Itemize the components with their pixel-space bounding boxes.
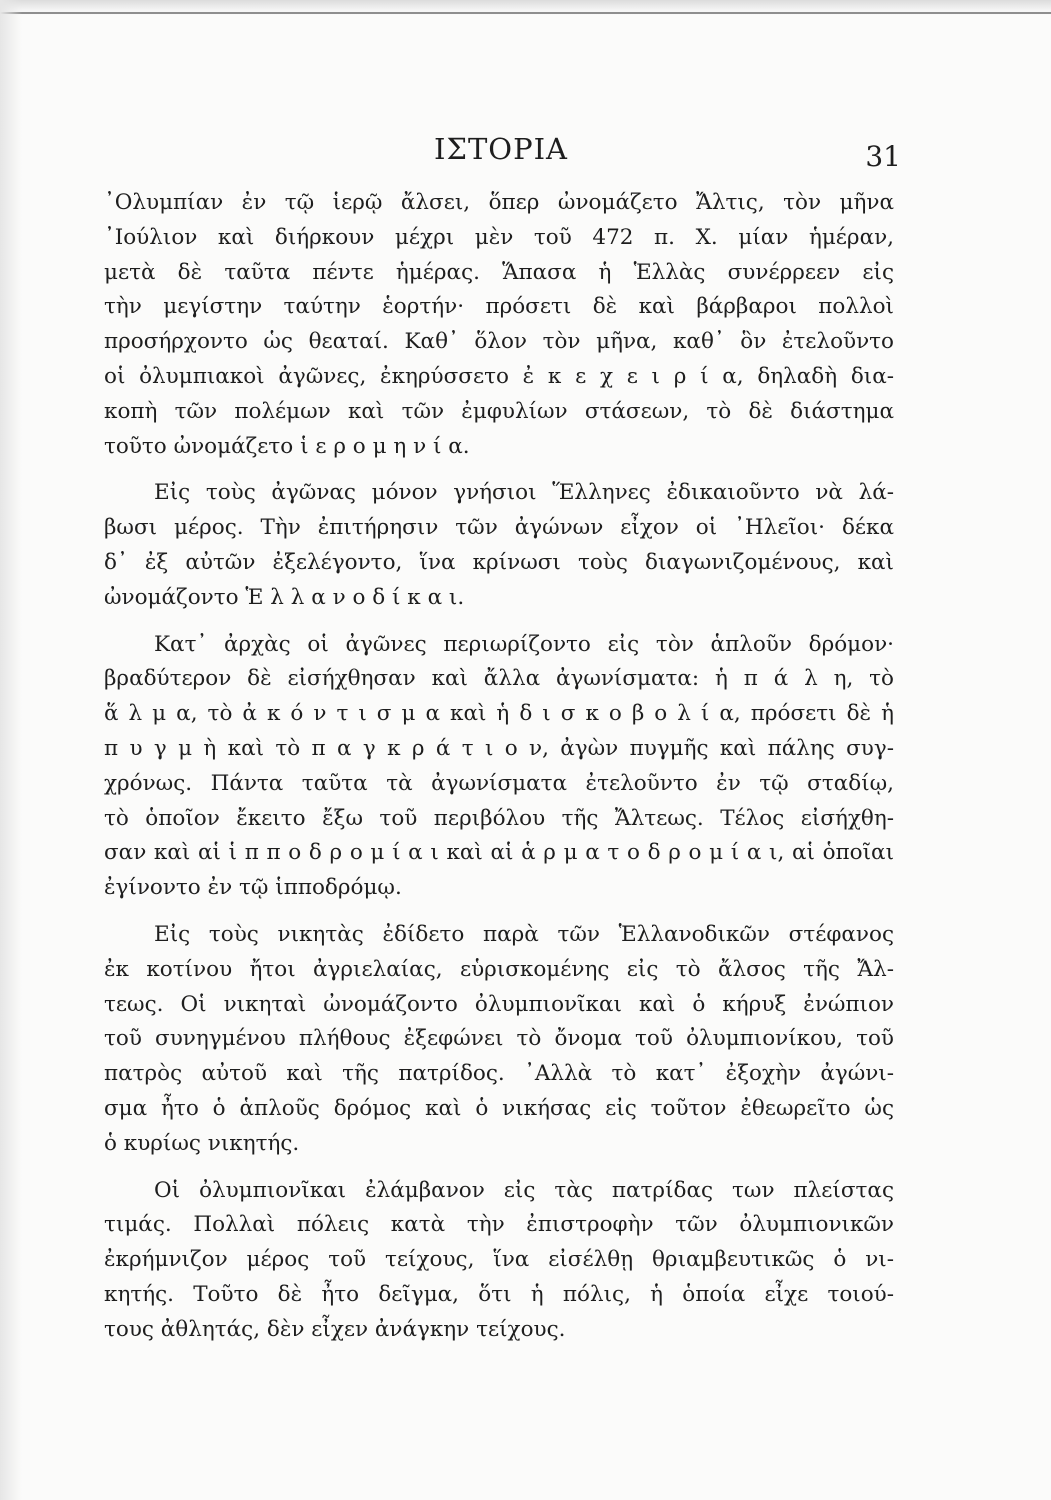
running-title: ΙΣΤΟΡΙΑ [434,132,568,166]
paragraph-gap [104,464,904,476]
text-line: τεως. Οἱ νικηταὶ ὠνομάζοντο ὀλυμπιονῖκαι καὶ ὁ κήρυξ ἐνώπιον [104,991,894,1017]
text-line: Οἱ ὀλυμπιονῖκαι ἐλάμβανον εἰς τὰς πατρίδας των πλείστας [154,1177,894,1203]
text-line: τους ἀθλητάς, δὲν εἶχεν ἀνάγκην τείχους. [104,1316,566,1342]
text-line: σμα ἦτο ὁ ἁπλοῦς δρόμος καὶ ὁ νικήσας εἰς τοῦτον ἐθεωρεῖτο ὡς [104,1095,894,1121]
text-line: τοῦτο ὠνομάζετο ἱ ε ρ ο μ η ν ί α. [104,433,470,459]
running-header [0,128,1051,178]
text-line: ἐγίνοντο ἐν τῷ ἱπποδρόμῳ. [104,875,402,901]
text-line: ἐκ κοτίνου ἤτοι ἀγριελαίας, εὑρισκομένης εἰς τὸ ἄλσος τῆς Ἄλ- [104,956,894,982]
text-line: Εἰς τοὺς νικητὰς ἐδίδετο παρὰ τῶν Ἑλλανοδικῶν στέφανος [154,921,894,947]
text-line: ᾿Ολυμπίαν ἐν τῷ ἱερῷ ἄλσει, ὅπερ ὠνομάζετο Ἄλτις, τὸν μῆνα [104,190,894,215]
paragraph [104,1174,904,1348]
paragraph [104,918,904,1162]
text-line: οἱ ὀλυμπιακοὶ ἀγῶνες, ἐκηρύσσετο ἐ κ ε χ ε ι ρ ί α, δηλαδὴ δια- [104,363,894,389]
text-line: Εἰς τοὺς ἀγῶνας μόνον γνήσιοι Ἕλληνες ἐδικαιοῦντο νὰ λά- [154,480,894,506]
paragraph-gap [104,906,904,918]
text-line: σαν καὶ αἱ ἱ π π ο δ ρ ο μ ί α ι καὶ αἱ ἁ ρ μ α τ ο δ ρ ο μ ί α ι, αἱ ὁποῖαι [104,840,894,866]
paragraph-gap [104,1162,904,1174]
page-binding-shadow [0,0,22,1500]
paragraph [104,186,904,464]
paragraph [104,628,904,906]
text-line: ὁ κυρίως νικητής. [104,1130,300,1156]
text-line: τὸ ὁποῖον ἔκειτο ἔξω τοῦ περιβόλου τῆς Ἄλτεως. Τέλος εἰσήχθη- [104,805,894,831]
text-line: βραδύτερον δὲ εἰσήχθησαν καὶ ἄλλα ἀγωνίσματα: ἡ π ά λ η, τὸ [104,666,894,692]
text-line: τοῦ συνηγμένου πλήθους ἐξεφώνει τὸ ὄνομα τοῦ ὀλυμπιονίκου, τοῦ [104,1026,894,1052]
body-text [104,186,904,1348]
text-line: ὠνομάζοντο Ἑ λ λ α ν ο δ ί κ α ι. [104,584,465,610]
text-line: τὴν μεγίστην ταύτην ἑορτήν· πρόσετι δὲ καὶ βάρβαροι πολλοὶ [104,294,894,320]
text-line: κοπὴ τῶν πολέμων καὶ τῶν ἐμφυλίων στάσεων, τὸ δὲ διάστημα [104,398,894,424]
text-line: ἐκρήμνιζον μέρος τοῦ τείχους, ἵνα εἰσέλθῃ θριαμβευτικῶς ὁ νι- [104,1247,894,1273]
text-line: Κατ᾿ ἀρχὰς οἱ ἀγῶνες περιωρίζοντο εἰς τὸν ἁπλοῦν δρόμον· [154,631,894,657]
text-line: χρόνως. Πάντα ταῦτα τὰ ἀγωνίσματα ἐτελοῦντο ἐν τῷ σταδίῳ, [104,770,894,796]
text-line: ἅ λ μ α, τὸ ἀ κ ό ν τ ι σ μ α καὶ ἡ δ ι σ κ ο β ο λ ί α, πρόσετι δὲ ἡ [104,701,894,727]
text-line: πατρὸς αὐτοῦ καὶ τῆς πατρίδος. ᾿Αλλὰ τὸ κατ᾿ ἐξοχὴν ἀγώνι- [104,1061,894,1087]
text-line: τιμάς. Πολλαὶ πόλεις κατὰ τὴν ἐπιστροφὴν τῶν ὀλυμπιονικῶν [104,1212,894,1238]
text-line: μετὰ δὲ ταῦτα πέντε ἡμέρας. Ἅπασα ἡ Ἑλλὰς συνέρρεεν εἰς [104,259,894,285]
text-line: δ᾿ ἐξ αὐτῶν ἐξελέγοντο, ἵνα κρίνωσι τοὺς διαγωνιζομένους, καὶ [104,549,894,575]
page-number: 31 [865,140,901,173]
text-line: κητής. Τοῦτο δὲ ἦτο δεῖγμα, ὅτι ἡ πόλις, ἡ ὁποία εἶχε τοιού- [104,1281,894,1307]
text-line: π υ γ μ ὴ καὶ τὸ π α γ κ ρ ά τ ι ο ν, ἀγὼν πυγμῆς καὶ πάλης συγ- [104,735,894,761]
text-line: βωσι μέρος. Τὴν ἐπιτήρησιν τῶν ἀγώνων εἶχον οἱ ᾿Ηλεῖοι· δέκα [104,515,894,541]
page-top-rule [0,12,1051,14]
paragraph-gap [104,616,904,628]
text-line: ᾿Ιούλιον καὶ διήρκουν μέχρι μὲν τοῦ 472 π. Χ. μίαν ἡμέραν, [104,224,894,250]
text-line: προσήρχοντο ὡς θεαταί. Καθ᾿ ὅλον τὸν μῆνα, καθ᾿ ὃν ἐτελοῦντο [104,329,894,355]
paragraph [104,476,904,615]
